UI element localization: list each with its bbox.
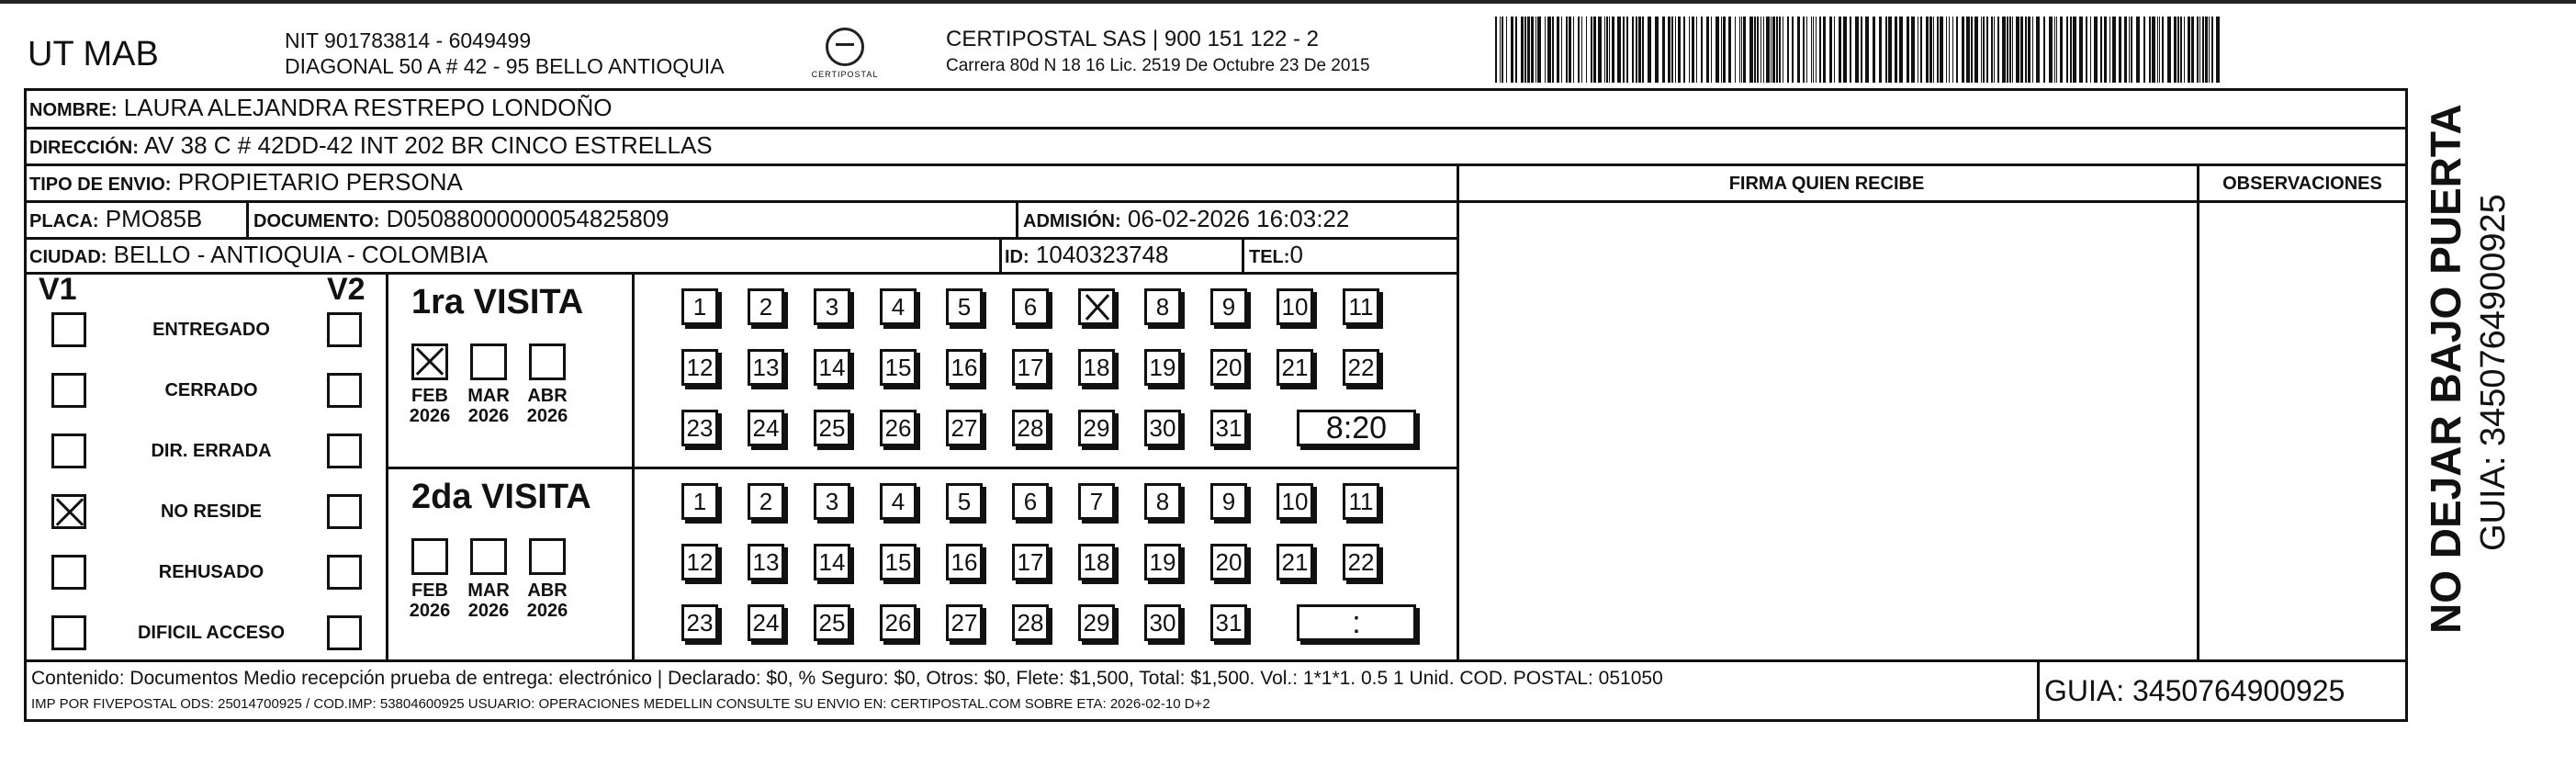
day-cell[interactable]: 16 xyxy=(946,349,983,386)
status-label: REHUSADO xyxy=(158,562,264,582)
day-cell[interactable]: 4 xyxy=(880,483,917,520)
month-year: 2026 xyxy=(409,601,451,621)
ciudad-label: CIUDAD: xyxy=(29,247,107,267)
status-label: NO RESIDE xyxy=(160,501,263,522)
visit-title: 2da VISITA xyxy=(411,478,591,516)
month-year: 2026 xyxy=(526,406,568,426)
v2-checkbox[interactable] xyxy=(327,555,362,590)
footer-imp: IMP POR FIVEPOSTAL ODS: 25014700925 / COD.IMP: 53804600925 USUARIO: OPERACIONES MEDELLIN CONSULTE SU ENVIO EN: CERTIPOSTAL.COM SOBRE ETA: 2026-02-10 D+2 xyxy=(31,696,1210,712)
placa-row xyxy=(29,205,202,235)
month-year: 2026 xyxy=(467,601,510,621)
v1-checkbox[interactable] xyxy=(51,312,86,347)
observaciones-header: OBSERVACIONES xyxy=(2222,174,2382,194)
day-cell[interactable]: 18 xyxy=(1078,349,1115,386)
day-cell[interactable]: 17 xyxy=(1012,544,1049,580)
day-cell[interactable]: 8 xyxy=(1144,288,1181,325)
day-cell[interactable]: 21 xyxy=(1277,349,1313,386)
status-label: DIFICIL ACCESO xyxy=(137,623,285,643)
company-info: CERTIPOSTAL SAS | 900 151 122 - 2 xyxy=(946,27,1319,51)
admision-row xyxy=(1023,205,1349,235)
col-divider xyxy=(1016,200,1018,237)
row-divider xyxy=(24,163,2408,166)
month-name: ABR xyxy=(527,580,568,601)
v2-checkbox[interactable] xyxy=(327,373,362,408)
documento-label: DOCUMENTO: xyxy=(253,211,380,231)
footer-divider xyxy=(24,659,2408,662)
nombre-row xyxy=(29,94,613,124)
v1-header: V1 xyxy=(39,272,77,307)
month-checkbox[interactable] xyxy=(529,538,566,575)
v2-checkbox[interactable] xyxy=(327,434,362,468)
top-border-line xyxy=(0,0,2576,4)
barcode xyxy=(1495,17,2221,83)
day-cell[interactable]: 24 xyxy=(748,604,784,641)
logo-icon xyxy=(826,28,864,66)
v1-checkbox[interactable] xyxy=(51,615,86,650)
day-cell[interactable]: 11 xyxy=(1343,483,1379,520)
side-guia: GUIA: 3450764900925 xyxy=(2474,194,2513,551)
day-cell[interactable]: 29 xyxy=(1078,410,1115,446)
day-cell[interactable]: 9 xyxy=(1210,483,1247,520)
day-cell[interactable]: 13 xyxy=(748,544,784,580)
day-cell[interactable]: 7 xyxy=(1078,483,1115,520)
status-label: CERRADO xyxy=(164,380,258,400)
nombre-value: LAURA ALEJANDRA RESTREPO LONDOÑO xyxy=(123,94,613,121)
day-cell[interactable]: 10 xyxy=(1277,483,1313,520)
day-cell[interactable]: 21 xyxy=(1277,544,1313,580)
id-value: 1040323748 xyxy=(1035,241,1169,268)
month-checkbox[interactable] xyxy=(411,538,448,575)
month-name: FEB xyxy=(411,580,448,601)
v2-checkbox[interactable] xyxy=(327,494,362,529)
tel-value: 0 xyxy=(1289,241,1303,268)
day-cell[interactable]: 27 xyxy=(946,604,983,641)
ciudad-row xyxy=(29,241,488,271)
row-divider xyxy=(24,272,1457,275)
v1-checkbox[interactable] xyxy=(51,555,86,590)
row-divider xyxy=(24,127,2408,130)
logo-caption: CERTIPOSTAL xyxy=(811,70,879,79)
month-name: ABR xyxy=(527,386,568,406)
day-cell[interactable]: 6 xyxy=(1012,288,1049,325)
month-checkbox[interactable] xyxy=(470,344,507,380)
day-cell[interactable]: 26 xyxy=(880,410,917,446)
day-cell[interactable]: 5 xyxy=(946,288,983,325)
ciudad-value: BELLO - ANTIOQUIA - COLOMBIA xyxy=(113,241,489,268)
day-cell[interactable]: 1 xyxy=(681,288,718,325)
col-divider xyxy=(1457,163,1459,659)
day-cell[interactable]: 11 xyxy=(1343,288,1379,325)
day-cell[interactable]: 27 xyxy=(946,410,983,446)
time-field[interactable]: 8:20 xyxy=(1297,410,1416,446)
day-cell[interactable]: 23 xyxy=(681,410,718,446)
day-cell[interactable]: 14 xyxy=(814,349,850,386)
day-cell[interactable]: 28 xyxy=(1012,604,1049,641)
tel-label: TEL: xyxy=(1249,247,1290,267)
day-cell[interactable]: 31 xyxy=(1210,410,1247,446)
day-cell[interactable]: 24 xyxy=(748,410,784,446)
visit-divider xyxy=(386,467,1457,469)
month-name: MAR xyxy=(467,580,510,601)
col-divider xyxy=(1242,237,1244,272)
day-cell[interactable]: 28 xyxy=(1012,410,1049,446)
month-checkbox[interactable] xyxy=(411,344,448,380)
month-label xyxy=(404,386,456,426)
id-row xyxy=(1005,241,1169,271)
day-cell[interactable]: 10 xyxy=(1277,288,1313,325)
day-cell[interactable]: 22 xyxy=(1343,349,1379,386)
day-cell[interactable]: 31 xyxy=(1210,604,1247,641)
company-license: Carrera 80d N 18 16 Lic. 2519 De Octubre 23 De 2015 xyxy=(946,56,1370,75)
admision-value: 06-02-2026 16:03:22 xyxy=(1127,205,1350,232)
documento-value: D05088000000054825809 xyxy=(386,205,669,232)
day-cell[interactable]: 15 xyxy=(880,544,917,580)
col-divider xyxy=(999,237,1002,272)
day-cell[interactable]: 30 xyxy=(1144,604,1181,641)
day-cell[interactable]: 12 xyxy=(681,544,718,580)
direccion-value: AV 38 C # 42DD-42 INT 202 BR CINCO ESTRELLAS xyxy=(143,131,713,159)
direccion-row xyxy=(29,131,713,162)
day-cell[interactable]: 26 xyxy=(880,604,917,641)
month-label xyxy=(522,580,573,621)
month-label xyxy=(463,580,514,621)
placa-value: PMO85B xyxy=(105,205,203,232)
v1-checkbox[interactable] xyxy=(51,434,86,468)
day-cell[interactable]: 17 xyxy=(1012,349,1049,386)
day-cell[interactable]: 16 xyxy=(946,544,983,580)
col-divider xyxy=(246,200,249,237)
admision-label: ADMISIÓN: xyxy=(1023,211,1121,231)
v2-checkbox[interactable] xyxy=(327,615,362,650)
col-divider xyxy=(2037,659,2040,722)
month-checkbox[interactable] xyxy=(529,344,566,380)
firma-header: FIRMA QUIEN RECIBE xyxy=(1728,174,1925,194)
day-cell[interactable]: 20 xyxy=(1210,544,1247,580)
day-cell[interactable] xyxy=(1078,288,1115,325)
id-label: ID: xyxy=(1005,247,1029,267)
col-divider xyxy=(2197,163,2199,659)
time-field[interactable]: : xyxy=(1297,604,1416,641)
direccion-label: DIRECCIÓN: xyxy=(29,138,139,158)
visit-title: 1ra VISITA xyxy=(411,283,584,321)
day-cell[interactable]: 2 xyxy=(748,483,784,520)
month-name: FEB xyxy=(411,386,448,406)
certipostal-logo xyxy=(808,28,882,83)
day-cell[interactable]: 15 xyxy=(880,349,917,386)
status-label: ENTREGADO xyxy=(152,320,270,340)
day-cell[interactable]: 25 xyxy=(814,604,850,641)
row-divider xyxy=(24,200,2408,203)
v1-checkbox[interactable] xyxy=(51,373,86,408)
day-cell[interactable]: 1 xyxy=(681,483,718,520)
tipo-value: PROPIETARIO PERSONA xyxy=(177,168,463,196)
day-cell[interactable]: 29 xyxy=(1078,604,1115,641)
month-year: 2026 xyxy=(409,406,451,426)
day-cell[interactable]: 4 xyxy=(880,288,917,325)
tipo-label: TIPO DE ENVIO: xyxy=(29,175,172,195)
day-cell[interactable]: 19 xyxy=(1144,349,1181,386)
month-name: MAR xyxy=(467,386,510,406)
v1-checkbox[interactable] xyxy=(51,494,86,529)
day-cell[interactable]: 6 xyxy=(1012,483,1049,520)
day-cell[interactable]: 3 xyxy=(814,483,850,520)
month-year: 2026 xyxy=(467,406,510,426)
day-cell[interactable]: 14 xyxy=(814,544,850,580)
v2-checkbox[interactable] xyxy=(327,312,362,347)
status-label: DIR. ERRADA xyxy=(151,441,272,461)
day-cell[interactable]: 13 xyxy=(748,349,784,386)
day-cell[interactable]: 5 xyxy=(946,483,983,520)
month-checkbox[interactable] xyxy=(470,538,507,575)
side-warning: NO DEJAR BAJO PUERTA xyxy=(2422,104,2469,634)
day-cell[interactable]: 9 xyxy=(1210,288,1247,325)
nombre-label: NOMBRE: xyxy=(29,100,118,120)
day-cell[interactable]: 3 xyxy=(814,288,850,325)
day-cell[interactable]: 18 xyxy=(1078,544,1115,580)
col-divider xyxy=(386,272,388,659)
sender-address: DIAGONAL 50 A # 42 - 95 BELLO ANTIOQUIA xyxy=(285,54,725,78)
month-label xyxy=(404,580,456,621)
sender-nit: NIT 901783814 - 6049499 xyxy=(285,28,532,52)
footer-guia: GUIA: 3450764900925 xyxy=(2044,674,2345,707)
month-year: 2026 xyxy=(526,601,568,621)
day-cell[interactable]: 8 xyxy=(1144,483,1181,520)
month-label xyxy=(463,386,514,426)
day-cell[interactable]: 30 xyxy=(1144,410,1181,446)
day-cell[interactable]: 23 xyxy=(681,604,718,641)
v2-header: V2 xyxy=(327,272,366,307)
col-divider xyxy=(632,272,635,659)
day-cell[interactable]: 25 xyxy=(814,410,850,446)
month-label xyxy=(522,386,573,426)
brand-name: UT MAB xyxy=(28,35,159,73)
footer-contenido: Contenido: Documentos Medio recepción prueba de entrega: electrónico | Declarado: $0, % Seguro: $0, Otros: $0, Flete: $1,500, Total: $1,500. Vol.: 1*1*1. 0.5 1 Unid. COD. POSTAL: 051050 xyxy=(31,668,1663,689)
placa-label: PLACA: xyxy=(29,211,99,231)
documento-row xyxy=(253,205,669,235)
day-cell[interactable]: 12 xyxy=(681,349,718,386)
day-cell[interactable]: 19 xyxy=(1144,544,1181,580)
day-cell[interactable]: 2 xyxy=(748,288,784,325)
day-cell[interactable]: 22 xyxy=(1343,544,1379,580)
day-cell[interactable]: 20 xyxy=(1210,349,1247,386)
tipo-row xyxy=(29,168,463,198)
tel-row xyxy=(1249,241,1303,271)
